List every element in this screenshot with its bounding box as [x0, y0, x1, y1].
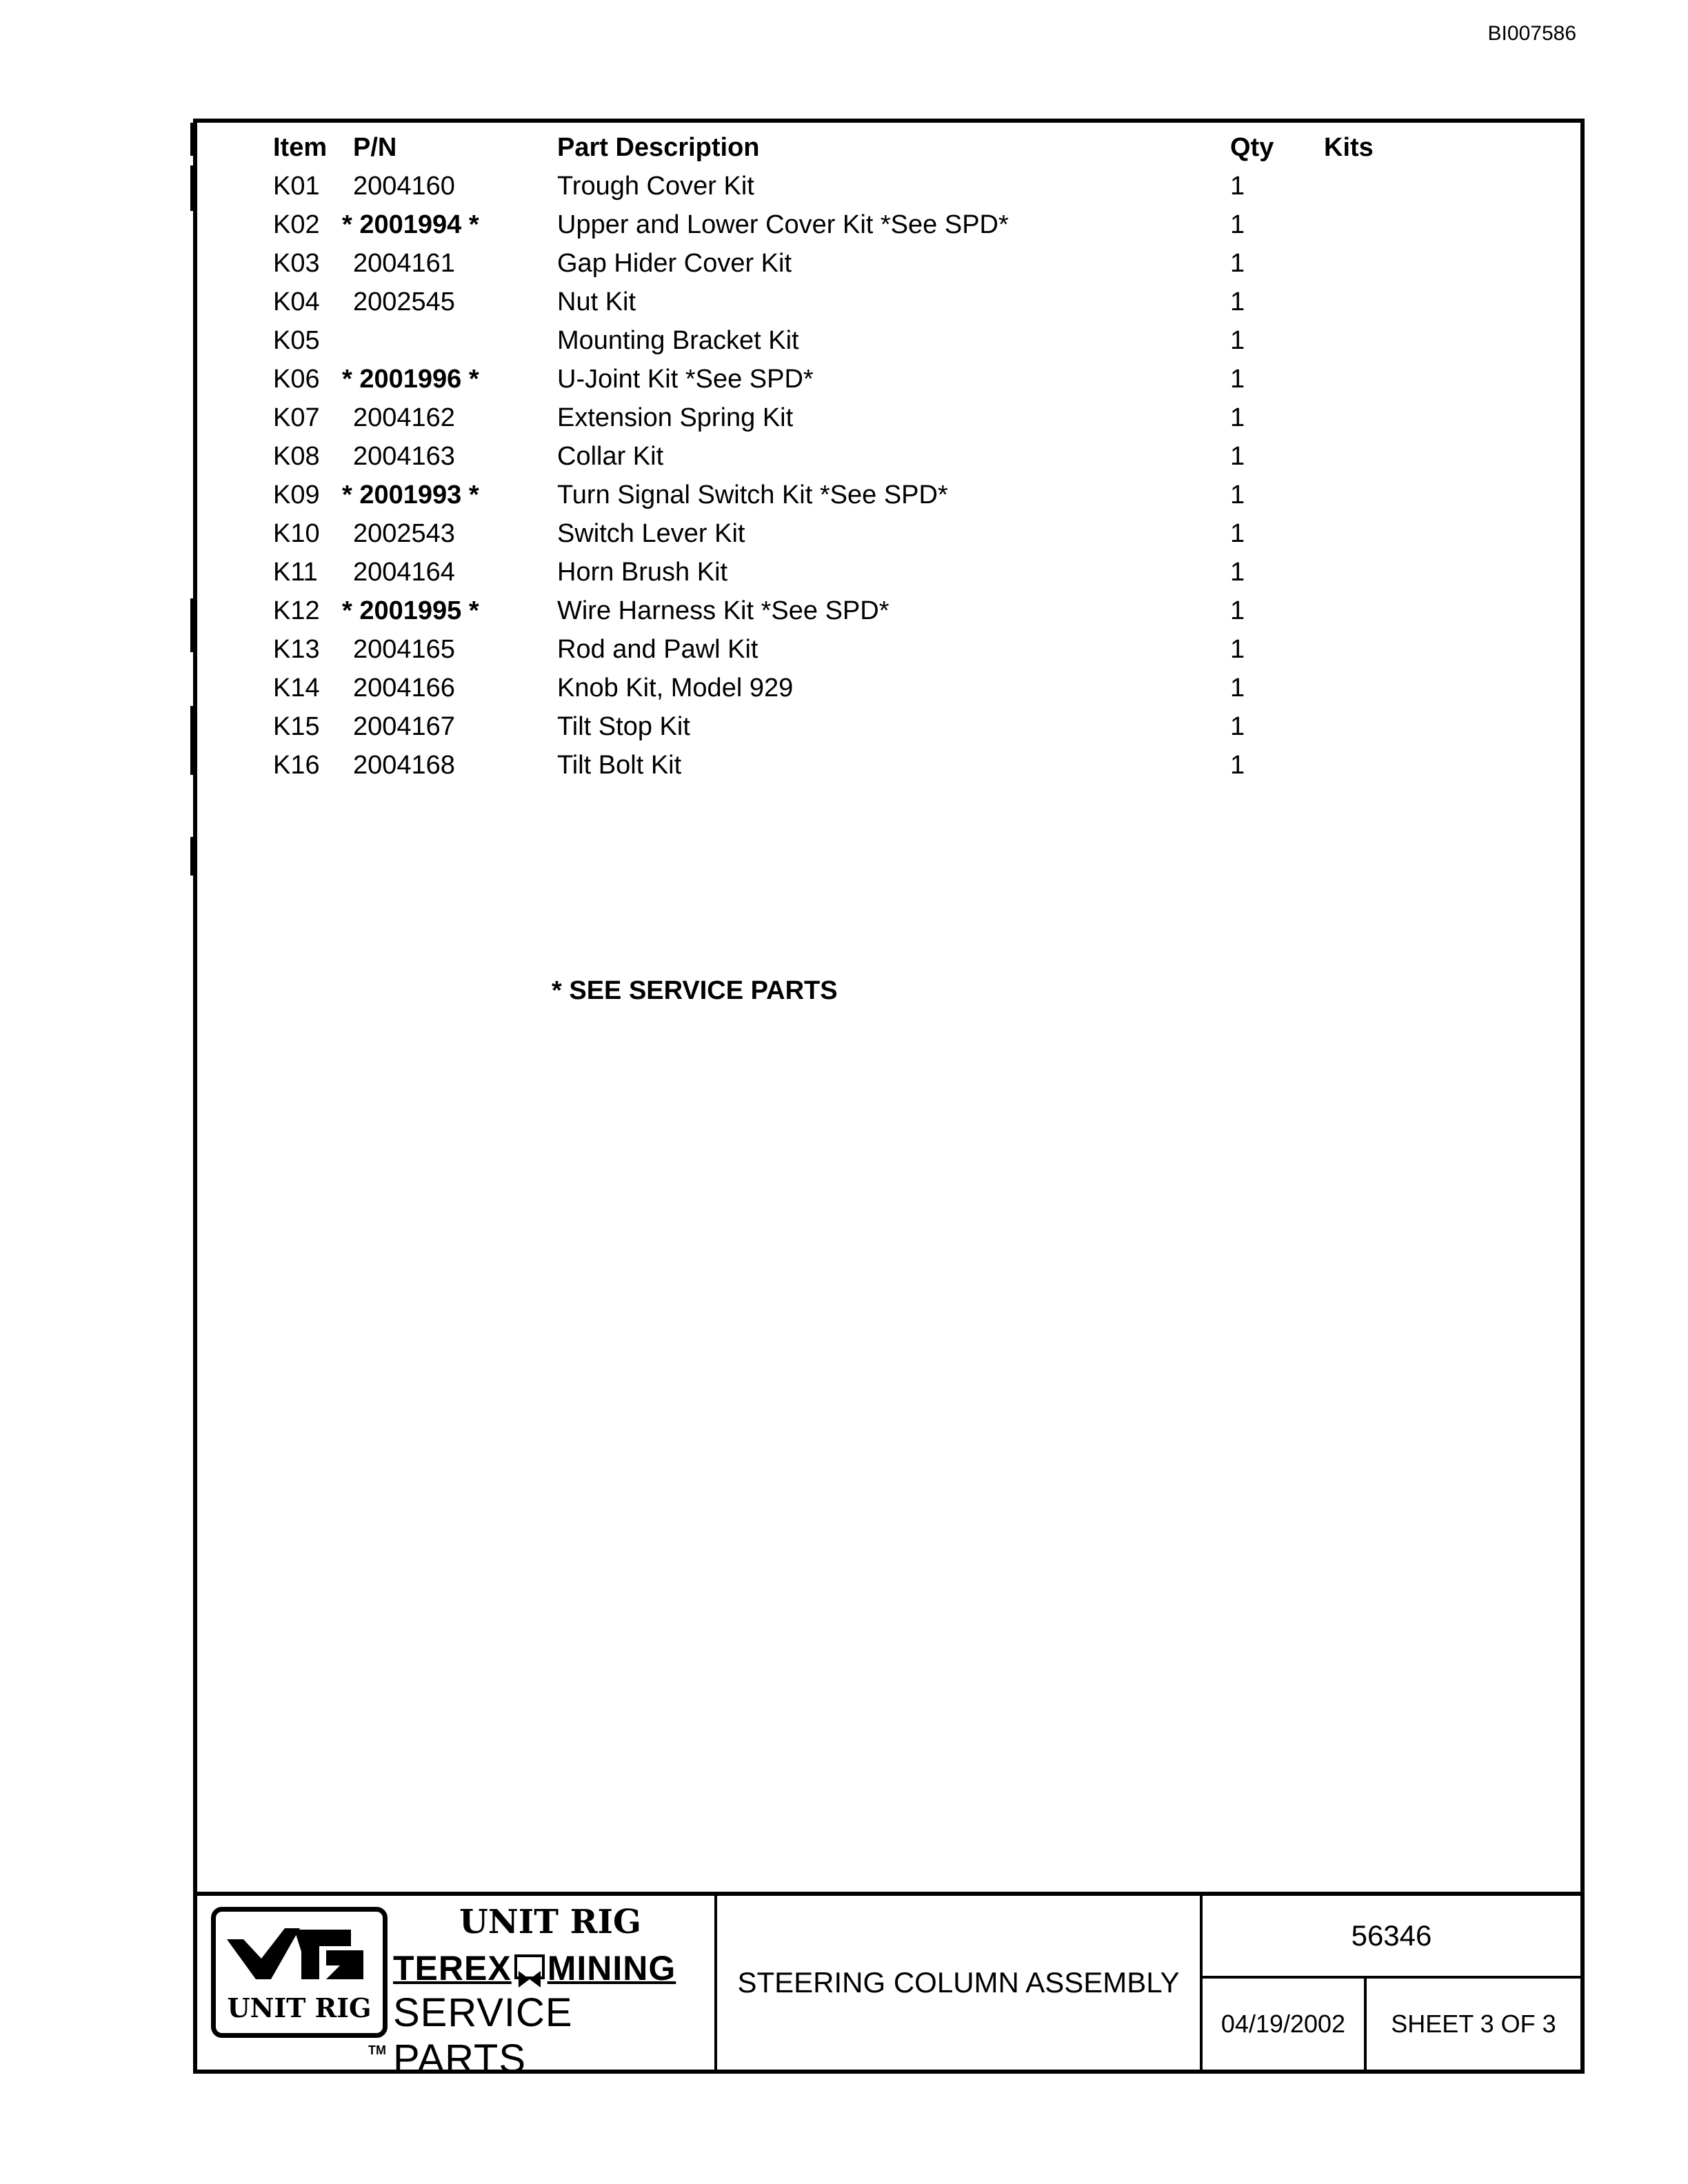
part-number-cell: * 2001993 *	[342, 481, 479, 509]
description-cell: Switch Lever Kit	[557, 519, 745, 548]
description-cell: Nut Kit	[557, 287, 636, 316]
table-row	[197, 630, 1580, 669]
description-cell: Knob Kit, Model 929	[557, 674, 794, 702]
item-cell: K13	[273, 635, 320, 664]
terex-mark-icon	[514, 1954, 545, 1979]
description-cell: Horn Brush Kit	[557, 558, 728, 587]
part-number-cell: * 2001996 *	[342, 365, 479, 394]
table-row	[197, 707, 1580, 746]
header-description: Part Description	[557, 133, 760, 162]
table-row	[197, 398, 1580, 437]
item-cell: K16	[273, 751, 320, 780]
brand-terex-mining	[393, 1948, 676, 1988]
brand-unit-rig: UNIT RIG	[459, 1903, 641, 1941]
table-row	[197, 167, 1580, 205]
qty-cell: 1	[1230, 287, 1245, 316]
item-cell: K02	[273, 210, 320, 239]
issue-date: 04/19/2002	[1203, 1979, 1367, 2070]
qty-cell: 1	[1230, 442, 1245, 471]
table-row	[197, 746, 1580, 785]
service-parts-note: * SEE SERVICE PARTS	[552, 976, 838, 1005]
part-number-cell: * 2001994 *	[342, 210, 479, 239]
part-number-cell: 2004166	[353, 674, 455, 702]
title-block-logo-cell	[197, 1896, 717, 2081]
table-row	[197, 553, 1580, 592]
table-row	[197, 205, 1580, 244]
sheet-number: SHEET 3 OF 3	[1391, 2010, 1556, 2038]
qty-cell: 1	[1230, 403, 1245, 432]
description-cell: Extension Spring Kit	[557, 403, 794, 432]
assembly-number: 56346	[1203, 1896, 1580, 1979]
title-block	[197, 1892, 1580, 2081]
header-item: Item	[273, 133, 328, 162]
logo-text: UNIT RIG	[227, 1992, 372, 2023]
description-cell: Turn Signal Switch Kit *See SPD*	[557, 481, 948, 509]
description-cell: Wire Harness Kit *See SPD*	[557, 596, 890, 625]
unit-rig-logo	[211, 1907, 388, 2038]
trademark: TM	[368, 2043, 386, 2057]
part-number-cell: 2004163	[353, 442, 455, 471]
table-header	[197, 128, 1580, 167]
qty-cell: 1	[1230, 751, 1245, 780]
description-cell: Collar Kit	[557, 442, 664, 471]
qty-cell: 1	[1230, 210, 1245, 239]
document-id: BI007586	[1487, 22, 1576, 45]
part-number-cell: 2002545	[353, 287, 455, 316]
title-block-info	[1203, 1896, 1580, 2070]
table-row	[197, 669, 1580, 707]
table-row	[197, 592, 1580, 630]
part-number-cell: 2004167	[353, 712, 455, 741]
table-row	[197, 244, 1580, 283]
qty-cell: 1	[1230, 674, 1245, 702]
header-qty: Qty	[1230, 133, 1274, 162]
part-number-cell: 2004160	[353, 172, 455, 201]
table-row	[197, 321, 1580, 360]
description-cell: Upper and Lower Cover Kit *See SPD*	[557, 210, 1009, 239]
item-cell: K15	[273, 712, 320, 741]
table-row	[197, 514, 1580, 553]
description-cell: Gap Hider Cover Kit	[557, 249, 792, 278]
description-cell: Rod and Pawl Kit	[557, 635, 758, 664]
brand-mining: MINING	[547, 1949, 676, 1988]
part-number-cell: * 2001995 *	[342, 596, 479, 625]
table-row	[197, 283, 1580, 321]
item-cell: K01	[273, 172, 320, 201]
item-cell: K07	[273, 403, 320, 432]
item-cell: K11	[273, 558, 318, 587]
item-cell: K14	[273, 674, 320, 702]
part-number-cell: 2004165	[353, 635, 455, 664]
assembly-title: STEERING COLUMN ASSEMBLY	[717, 1896, 1203, 2070]
qty-cell: 1	[1230, 172, 1245, 201]
part-number-cell: 2002543	[353, 519, 455, 548]
qty-cell: 1	[1230, 558, 1245, 587]
item-cell: K05	[273, 326, 320, 355]
qty-cell: 1	[1230, 712, 1245, 741]
table-row	[197, 437, 1580, 476]
item-cell: K08	[273, 442, 320, 471]
description-cell: U-Joint Kit *See SPD*	[557, 365, 814, 394]
description-cell: Mounting Bracket Kit	[557, 326, 799, 355]
qty-cell: 1	[1230, 365, 1245, 394]
description-cell: Tilt Stop Kit	[557, 712, 690, 741]
description-cell: Trough Cover Kit	[557, 172, 754, 201]
item-cell: K04	[273, 287, 320, 316]
qty-cell: 1	[1230, 249, 1245, 278]
part-number-cell: 2004161	[353, 249, 455, 278]
qty-cell: 1	[1230, 519, 1245, 548]
item-cell: K06	[273, 365, 320, 394]
qty-cell: 1	[1230, 481, 1245, 509]
part-number-cell: 2004164	[353, 558, 455, 587]
item-cell: K09	[273, 481, 320, 509]
parts-sheet-frame	[193, 119, 1585, 2081]
item-cell: K03	[273, 249, 320, 278]
item-cell: K12	[273, 596, 320, 625]
qty-cell: 1	[1230, 326, 1245, 355]
description-cell: Tilt Bolt Kit	[557, 751, 682, 780]
qty-cell: 1	[1230, 596, 1245, 625]
unit-rig-emblem-icon	[216, 1916, 383, 1992]
brand-terex: TEREX	[393, 1949, 512, 1988]
item-cell: K10	[273, 519, 320, 548]
brand-service-parts: SERVICE PARTS	[393, 1990, 573, 2081]
part-number-cell: 2004162	[353, 403, 455, 432]
table-row	[197, 360, 1580, 398]
qty-cell: 1	[1230, 635, 1245, 664]
header-pn: P/N	[353, 133, 397, 162]
header-kits: Kits	[1324, 133, 1374, 162]
table-row	[197, 476, 1580, 514]
part-number-cell: 2004168	[353, 751, 455, 780]
